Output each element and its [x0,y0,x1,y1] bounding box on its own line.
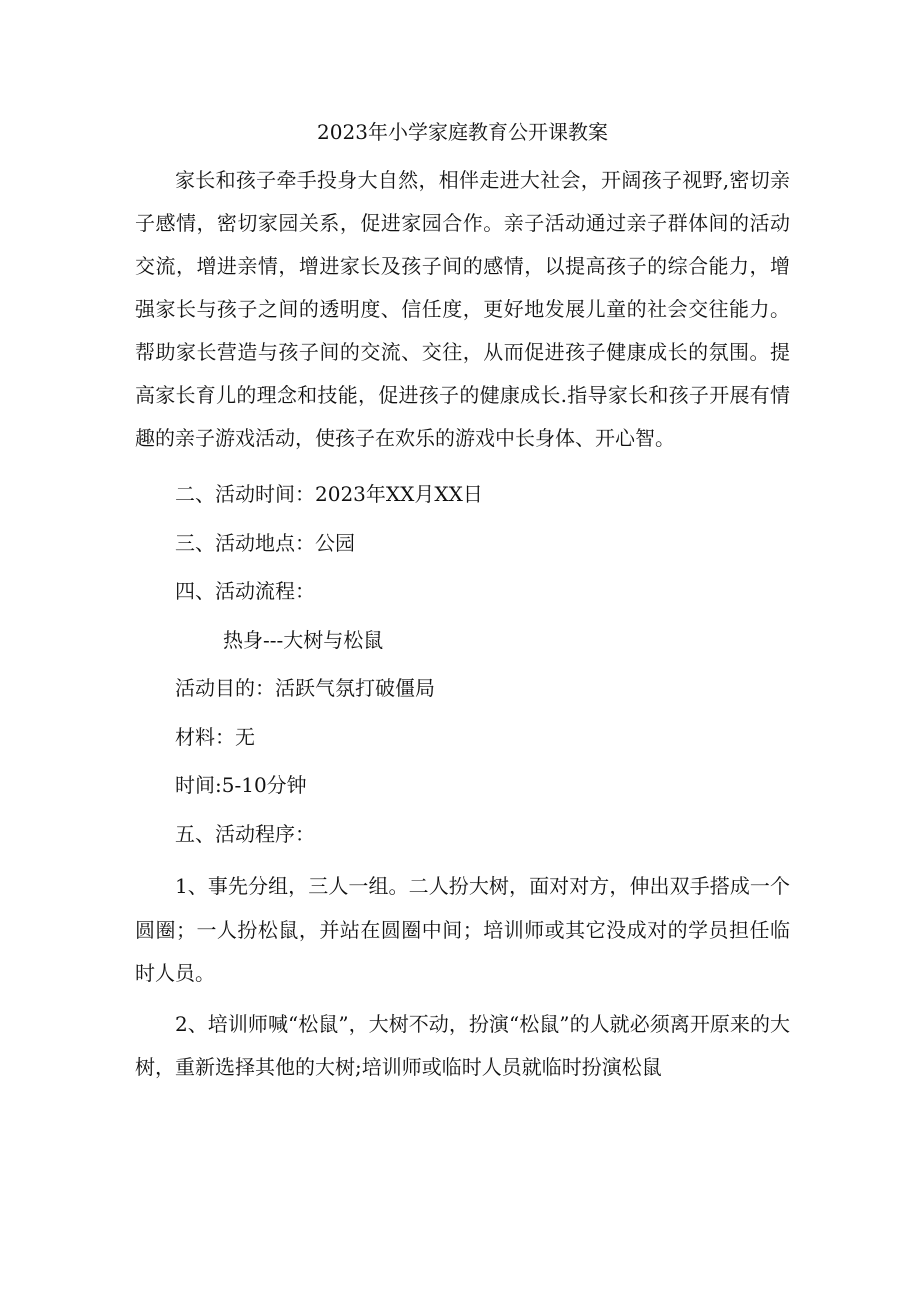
activity-goal: 活动目的：活跃气氛打破僵局 [175,676,435,700]
spacer [135,460,790,470]
procedure-step-2: 2、培训师喊“松鼠”，大树不动，扮演“松鼠”的人就必须离开原来的大树，重新选择其他的大树;培训师或临时人员就临时扮演松鼠 [135,1011,790,1079]
activity-materials: 材料：无 [175,724,255,749]
spacer [135,996,790,1003]
spacer [135,152,790,159]
activity-process-heading: 四、活动流程： [175,579,315,603]
document-title: 2023年小学家庭教育公开课教案 [317,120,608,144]
intro-paragraph: 家长和孩子牵手投身大自然，相伴走进大社会，开阔孩子视野,密切亲子感情，密切家园关系，促进家园合作。亲子活动通过亲子群体间的活动交流，增进亲情，增进家长及孩子间的感情，以提高孩子的综合能力，增强家长与孩子之间的透明度、信任度，更好地发展儿童的社会交往能力。帮助家长营造与孩子间的交流、交往，从而促进孩子健康成长的氛围。提高家长育儿的理念和技能，促进孩子的健康成长.指导家长和孩子开展有情趣的亲子游戏活动，使孩子在欢乐的游戏中长身体、开心智。 [135,168,790,450]
activity-procedure-heading: 五、活动程序： [175,821,315,846]
warmup-game-title: 热身---大树与松鼠 [223,627,384,652]
activity-duration: 时间:5-10分钟 [175,773,307,797]
document-body [135,112,790,1090]
procedure-step-1: 1、事先分组，三人一组。二人扮大树，面对对方，伸出双手搭成一个圆圈；一人扮松鼠，并站在圆圈中间；培训师或其它没成对的学员担任临时人员。 [135,874,790,985]
activity-place: 三、活动地点：公园 [175,530,355,555]
spacer [135,858,790,865]
activity-time: 二、活动时间：2023年XX月XX日 [175,482,483,506]
